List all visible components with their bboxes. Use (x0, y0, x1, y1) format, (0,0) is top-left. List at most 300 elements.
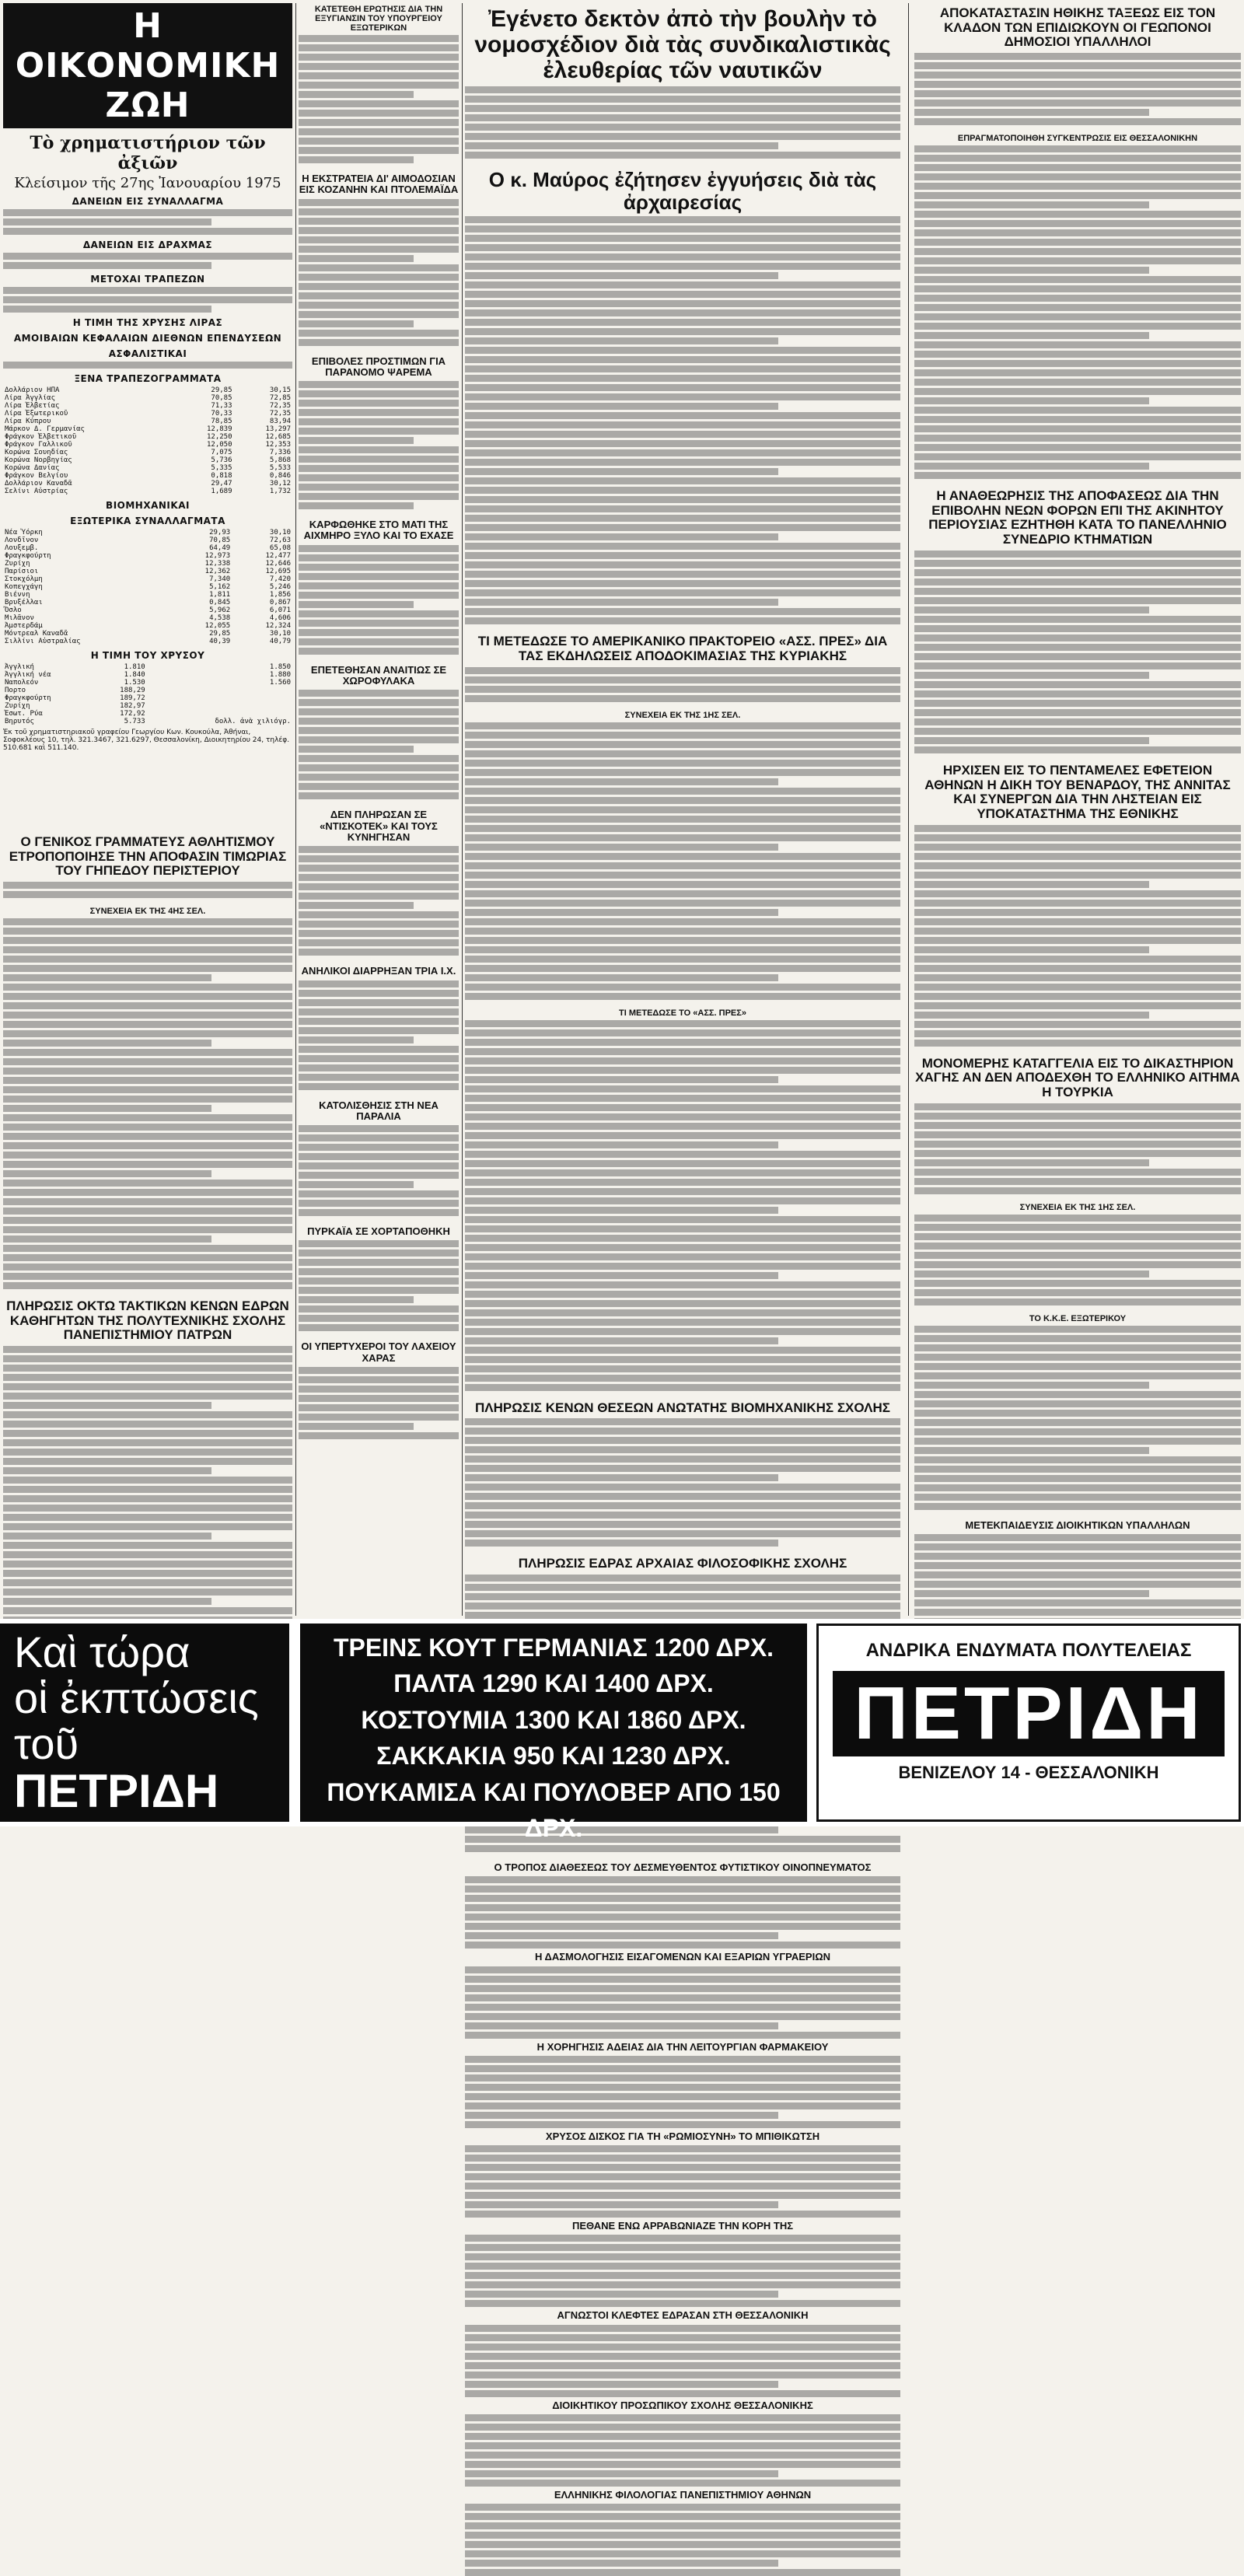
text-line (465, 2145, 900, 2152)
text-line (3, 253, 292, 260)
text-line (914, 1363, 1241, 1370)
text-line (299, 82, 459, 89)
text-line (914, 453, 1241, 460)
text-line (465, 1300, 900, 1307)
text-line (3, 1058, 292, 1065)
text-line (914, 397, 1149, 404)
text-line (465, 1575, 900, 1582)
quote-label: Ναπολεόν (5, 679, 39, 687)
text-line (914, 1012, 1149, 1019)
text-line (914, 737, 1149, 744)
quote-row (3, 710, 292, 718)
text-line (299, 381, 459, 388)
text-line (465, 105, 900, 112)
quote-row (3, 630, 292, 638)
text-line (299, 582, 459, 589)
text-line (3, 1533, 211, 1540)
text-line (3, 262, 211, 269)
text-line (299, 846, 459, 853)
ad-line-2: οἱ ἐκπτώσεις (14, 1672, 259, 1722)
text-line (465, 2480, 900, 2487)
quote-row (3, 606, 292, 614)
text-line (465, 533, 778, 540)
text-line (299, 1144, 459, 1151)
text-line (3, 1170, 211, 1177)
text-line (914, 1543, 1241, 1550)
quote-label: Μάρκον Δ. Γερμανίας (5, 425, 85, 433)
text-line (299, 764, 459, 771)
text-line (3, 1523, 292, 1530)
text-line (465, 1540, 778, 1547)
text-line (914, 946, 1149, 953)
text-line (914, 616, 1241, 623)
text-line (465, 1904, 900, 1911)
quote-value: 0,818 (211, 472, 232, 480)
quote-label: Παρίσιοι (5, 568, 39, 575)
quote-value: 0,867 (269, 599, 291, 606)
quote-value: 5,868 (269, 456, 291, 464)
article-heading: ΕΠΕΤΕΘΗΣΑΝ ΑΝΑΙΤΙΩΣ ΣΕ ΧΩΡΟΦΥΛΑΚΑ (310, 663, 447, 687)
text-line (465, 2569, 900, 2576)
text-line (914, 634, 1241, 641)
text-line (3, 1365, 292, 1372)
text-line (914, 62, 1241, 69)
text-line (465, 384, 900, 391)
text-line (299, 1083, 459, 1090)
quote-value (147, 710, 292, 718)
text-line (914, 416, 1241, 423)
text-line (299, 283, 459, 290)
quote-row (3, 568, 292, 575)
text-line (914, 728, 1241, 735)
quote-row (3, 718, 292, 725)
headline-main: Ἐγένετο δεκτὸν ἀπὸ τὴν βουλὴν τὸ νομοσχέδιον διὰ τὰς συνδικαλιστικὰς ἐλευθερίας τῶν ναυτικῶν (474, 6, 891, 83)
quote-value: 30,15 (269, 386, 291, 394)
text-line (914, 1382, 1149, 1389)
headline: Ο ΓΕΝΙΚΟΣ ΓΡΑΜΜΑΤΕΥΣ ΑΘΛΗΤΙΣΜΟΥ ΕΤΡΟΠΟΠΟΙΗΣΕ ΤΗΝ ΑΠΟΦΑΣΙΝ ΤΙΜΩΡΙΑΣ ΤΟΥ ΓΗΠΕΔΟΥ ΠΕΡΙΣΤΕΡΙΟΥ (9, 834, 287, 879)
text-line (465, 440, 900, 447)
text-line (465, 421, 900, 428)
text-line (465, 1886, 900, 1893)
text-line (3, 1542, 292, 1549)
quote-row (3, 425, 292, 433)
text-line (914, 435, 1241, 442)
text-line (914, 900, 1241, 907)
text-line (299, 1064, 459, 1071)
fx-heading: ΕΞΩΤΕΡΙΚΑ ΣΥΝΑΛΛΑΓΜΑΤΑ (70, 516, 225, 526)
text-line (465, 412, 900, 419)
text-line (299, 484, 459, 491)
text-line (299, 1200, 459, 1207)
text-line (465, 1123, 900, 1130)
spacer (914, 756, 1241, 760)
text-line (914, 1103, 1241, 1110)
text-line (465, 2470, 778, 2477)
quote-label: Ζυρίχη (5, 702, 30, 710)
article-heading: ΠΕΘΑΝΕ ΕΝΩ ΑΡΡΑΒΩΝΙΑΖΕ ΤΗΝ ΚΟΡΗ ΤΗΣ (571, 2220, 794, 2232)
text-line (465, 375, 900, 382)
text-line (914, 974, 1241, 981)
text-line (914, 1233, 1241, 1240)
text-line (914, 90, 1241, 97)
text-line (3, 1561, 292, 1568)
article-heading: ΚΑΡΦΩΘΗΚΕ ΣΤΟ ΜΑΤΙ ΤΗΣ ΑΙΧΜΗΡΟ ΞΥΛΟ ΚΑΙ ΤΟ ΕΧΑΣΕ (303, 519, 454, 542)
quote-value: 172,92 (120, 710, 145, 718)
text-line (465, 281, 900, 288)
text-line (465, 1104, 900, 1111)
quote-row (3, 694, 292, 702)
text-line (465, 1914, 900, 1921)
text-line (914, 937, 1241, 944)
quote-value: 65,08 (269, 544, 291, 552)
text-line (3, 1226, 292, 1233)
text-line (465, 114, 900, 121)
quote-value: 5,736 (211, 456, 232, 464)
quote-row (3, 671, 292, 679)
headline: ΠΛΗΡΩΣΙΣ ΟΚΤΩ ΤΑΚΤΙΚΩΝ ΚΕΝΩΝ ΕΔΡΩΝ ΚΑΘΗΓΗΤΩΝ ΤΗΣ ΠΟΛΥΤΕΧΝΙΚΗΣ ΣΧΟΛΗΣ ΠΑΝΕΠΙΣΤΗΜΙΟΥ ΠΑΤΡΩΝ (6, 1298, 289, 1343)
text-line (465, 2201, 778, 2208)
text-line (299, 746, 414, 753)
text-line (465, 2272, 900, 2279)
text-line (299, 100, 459, 107)
text-line (465, 2452, 900, 2459)
text-line (299, 35, 459, 42)
quote-value: δολλ. ἀνὰ χιλιόγρ. (215, 718, 291, 725)
text-line (465, 806, 900, 813)
text-line (914, 425, 1241, 432)
text-line (299, 1190, 459, 1197)
text-line (465, 1113, 900, 1120)
article-heading: Η ΧΟΡΗΓΗΣΙΣ ΑΔΕΙΑΣ ΔΙΑ ΤΗΝ ΛΕΙΤΟΥΡΓΙΑΝ ΦΑΡΜΑΚΕΙΟΥ (536, 2040, 829, 2053)
article-heading: ΕΠΙΒΟΛΕΣ ΠΡΟΣΤΙΜΩΝ ΓΙΑ ΠΑΡΑΝΟΜΟ ΨΑΡΕΜΑ (311, 355, 446, 378)
ad-line-3a: τοῦ (14, 1718, 79, 1768)
text-line (914, 844, 1241, 851)
text-line (299, 1209, 459, 1216)
text-line (914, 872, 1241, 879)
quote-label: Βρυξέλλαι (5, 599, 43, 606)
quote-value: 30,12 (269, 480, 291, 488)
text-line (465, 1932, 778, 1939)
text-line (914, 1224, 1241, 1231)
quote-value: 188,29 (120, 687, 145, 694)
text-line (465, 732, 900, 739)
quote-value: 29,93 (209, 529, 231, 537)
text-line (299, 638, 459, 645)
text-line (465, 580, 900, 587)
text-line (465, 309, 900, 316)
text-line (3, 306, 211, 313)
quote-row (3, 488, 292, 495)
text-line (914, 700, 1241, 707)
text-line (465, 152, 900, 159)
quote-value: 182,97 (120, 702, 145, 710)
text-line (465, 589, 900, 596)
quote-value: 12,973 (204, 552, 231, 560)
quote-value: 12,338 (204, 560, 231, 568)
text-line (465, 1365, 900, 1372)
spacer (914, 1049, 1241, 1054)
text-line (3, 1421, 292, 1428)
text-line (914, 1503, 1241, 1510)
quote-row (3, 386, 292, 394)
quote-label: Κορώνα Νορβηγίας (5, 456, 72, 464)
text-line (465, 2281, 900, 2288)
kicker: ΤΙ ΜΕΤΕΔΩΣΕ ΤΟ «ΑΣΣ. ΠΡΕΣ» (619, 1008, 746, 1018)
text-line (465, 769, 900, 776)
text-line (465, 2461, 900, 2468)
text-line (914, 369, 1241, 376)
text-line (3, 1449, 292, 1456)
text-line (465, 1942, 900, 1949)
ad-line-1: Καὶ τώρα (14, 1627, 190, 1676)
text-line (465, 2504, 900, 2511)
text-line (299, 708, 459, 715)
text-line (914, 248, 1241, 255)
text-line (914, 100, 1241, 107)
text-line (465, 1493, 900, 1500)
text-line (299, 1162, 459, 1169)
text-line (465, 2013, 900, 2020)
quote-row (3, 638, 292, 645)
text-line (914, 1581, 1241, 1588)
text-line (465, 2353, 900, 2360)
quote-label: Ἀγγλική (5, 663, 34, 671)
ad-offer: ΤΡΕΙΝΣ ΚΟΥΤ ΓΕΡΜΑΝΙΑΣ 1200 ΔΡΧ. (333, 1634, 774, 1662)
text-line (465, 496, 900, 503)
kicker: ΣΥΝΕΧΕΙΑ ΕΚ ΤΗΣ 4ΗΣ ΣΕΛ. (89, 907, 206, 917)
text-line (299, 874, 459, 881)
text-line (465, 2263, 900, 2270)
text-line (299, 1172, 459, 1179)
text-line (465, 1584, 900, 1591)
quote-label: Φραγκφούρτη (5, 694, 51, 702)
text-line (3, 1439, 292, 1446)
text-line (914, 718, 1241, 725)
quote-row (3, 544, 292, 552)
headline: ΜΟΝΟΜΕΡΗΣ ΚΑΤΑΓΓΕΛΙΑ ΕΙΣ ΤΟ ΔΙΚΑΣΤΗΡΙΟΝ ΧΑΓΗΣ ΑΝ ΔΕΝ ΑΠΟΔΕΧΘΗ ΤΟ ΕΛΛΗΝΙΚΟ ΑΙΤΗΜΑ Η ΤΟΥΡΚΙΑ (915, 1055, 1240, 1099)
headline: ΗΡΧΙΣΕΝ ΕΙΣ ΤΟ ΠΕΝΤΑΜΕΛΕΣ ΕΦΕΤΕΙΟΝ ΑΘΗΝΩΝ Η ΔΙΚΗ ΤΟΥ ΒΕΝΑΡΔΟΥ, ΤΗΣ ΑΝΝΙΤΑΣ ΚΑΙ ΣΥΝΕΡΓΩΝ ΔΙΑ ΤΗΝ ΛΗΣΤΕΙΑΝ ΕΙΣ ΥΠΟΚΑΤΑΣΤΗΜΑ ΤΗΣ ΕΘΝΙΚΗΣ (924, 762, 1231, 821)
text-line (914, 360, 1241, 367)
text-line (3, 1273, 292, 1280)
text-line (914, 313, 1241, 320)
text-line (299, 199, 459, 206)
text-line (299, 1432, 459, 1439)
text-line (3, 1505, 292, 1512)
quote-value: 72,35 (269, 402, 291, 410)
text-line (299, 246, 459, 253)
spacer (914, 481, 1241, 486)
text-line (465, 853, 900, 860)
column-market (3, 3, 292, 827)
kicker: ΤΟ Κ.Κ.Ε. ΕΞΩΤΕΡΙΚΟΥ (1029, 1313, 1127, 1323)
ad-line-3b: ΠΕΤΡΙΔΗ (14, 1765, 219, 1818)
text-line (465, 1976, 900, 1983)
spacer (299, 512, 459, 516)
text-line (3, 1189, 292, 1196)
text-line (465, 984, 900, 991)
quote-row (3, 433, 292, 441)
banknotes-heading: ΞΕΝΑ ΤΡΑΠΕΖΟΓΡΑΜΜΑΤΑ (74, 373, 222, 384)
text-line (914, 1122, 1241, 1129)
text-line (465, 1502, 900, 1509)
ad-offers (300, 1624, 807, 1842)
text-line (914, 155, 1241, 162)
article-heading: Η ΕΚΣΤΡΑΤΕΙΑ ΔΙ' ΑΙΜΟΔΟΣΙΑΝ ΕΙΣ ΚΟΖΑΝΗΝ ΚΑΙ ΠΤΟΛΕΜΑΪΔΑ (299, 173, 459, 196)
spacer (465, 1393, 900, 1398)
quote-row (3, 663, 292, 671)
text-line (465, 2253, 900, 2260)
text-line (914, 881, 1149, 888)
text-line (299, 110, 459, 117)
text-line (299, 893, 459, 900)
text-line (3, 1012, 292, 1019)
text-line (465, 431, 900, 438)
text-line (465, 946, 900, 953)
text-line (914, 560, 1241, 567)
quote-row (3, 702, 292, 710)
spacer (465, 1854, 900, 1859)
quote-row (3, 583, 292, 591)
text-line (299, 1240, 459, 1247)
text-line (914, 578, 1241, 585)
headline: Η ΑΝΑΘΕΩΡΗΣΙΣ ΤΗΣ ΑΠΟΦΑΣΕΩΣ ΔΙΑ ΤΗΝ ΕΠΙΒΟΛΗΝ ΝΕΩΝ ΦΟΡΩΝ ΕΠΙ ΤΗΣ ΑΚΙΝΗΤΟΥ ΠΕΡΙΟΥΣΙΑΣ ΕΖΗΤΗΘΗ ΚΑΤΑ ΤΟ ΠΑΝΕΛΛΗΝΙΟ ΣΥΝΕΔΡΙΟ ΚΤΗΜΑΤΙΩΝ (928, 488, 1227, 547)
text-line (3, 1030, 292, 1037)
text-line (465, 937, 900, 944)
text-line (914, 993, 1241, 1000)
text-line (3, 1133, 292, 1140)
text-line (465, 2300, 900, 2307)
text-line (465, 1169, 900, 1176)
text-line (914, 81, 1241, 88)
text-line (914, 825, 1241, 832)
text-line (465, 468, 778, 475)
text-line (3, 1374, 292, 1381)
text-line (299, 949, 459, 956)
text-line (465, 778, 778, 785)
quote-label: Κορώνα Σουηδίας (5, 449, 68, 456)
text-line (465, 459, 900, 466)
text-line (465, 543, 900, 550)
text-line (3, 891, 292, 898)
text-line (299, 91, 414, 98)
text-line (465, 1235, 900, 1242)
text-line (914, 1271, 1149, 1278)
text-line (3, 296, 292, 303)
text-line (299, 138, 459, 145)
text-line (465, 524, 900, 531)
text-line (3, 1570, 292, 1577)
mutual-funds-heading: ΑΜΟΙΒΑΙΩΝ ΚΕΦΑΛΑΙΩΝ ΔΙΕΘΝΩΝ ΕΠΕΝΔΥΣΕΩΝ (13, 333, 282, 344)
headline: ΠΛΗΡΩΣΙΣ ΕΔΡΑΣ ΑΡΧΑΙΑΣ ΦΙΛΟΣΟΦΙΚΗΣ ΣΧΟΛΗΣ (518, 1556, 847, 1571)
text-line (465, 608, 900, 615)
quote-row (3, 464, 292, 472)
quote-label: Φράγκον Ἑλβετικοῦ (5, 433, 77, 441)
column-rule (462, 3, 463, 1616)
text-line (914, 588, 1241, 595)
text-line (465, 1253, 900, 1260)
text-line (465, 667, 900, 674)
text-line (3, 1049, 292, 1056)
text-line (465, 133, 900, 140)
text-line (3, 1551, 292, 1558)
text-line (465, 2032, 900, 2039)
text-line (914, 1150, 1241, 1157)
quote-value: 5.733 (124, 718, 145, 725)
text-line (465, 1876, 900, 1883)
text-line (3, 984, 292, 991)
text-line (914, 1298, 1241, 1305)
text-line (465, 2424, 900, 2431)
text-line (914, 1562, 1241, 1569)
text-line (299, 1268, 459, 1275)
text-line (3, 1495, 292, 1502)
text-line (914, 173, 1241, 180)
kicker: ΣΥΝΕΧΕΙΑ ΕΚ ΤΗΣ 1ΗΣ ΣΕΛ. (1019, 1202, 1136, 1212)
text-line (3, 1124, 292, 1131)
text-line (465, 561, 900, 568)
text-line (3, 1217, 292, 1224)
text-line (914, 463, 1149, 470)
quote-value: 72,35 (269, 410, 291, 418)
text-line (914, 1335, 1241, 1342)
text-line (465, 918, 900, 925)
text-line (465, 760, 900, 767)
kicker: ΣΥΝΕΧΕΙΑ ΕΚ ΤΗΣ 1ΗΣ ΣΕΛ. (624, 710, 741, 720)
text-line (465, 2325, 900, 2332)
quote-row (3, 402, 292, 410)
text-line (465, 2532, 900, 2539)
text-line (465, 124, 900, 131)
text-line (914, 257, 1241, 264)
text-line (465, 862, 900, 869)
text-line (465, 2381, 778, 2388)
text-line (465, 881, 900, 888)
text-line (914, 201, 1149, 208)
text-line (3, 1254, 292, 1261)
quote-label: Ζυρίχη (5, 560, 30, 568)
text-line (3, 974, 211, 981)
quote-value: 1.530 (124, 679, 145, 687)
text-line (299, 446, 459, 453)
quote-value: 29,85 (211, 386, 232, 394)
text-line (3, 1040, 211, 1047)
text-line (465, 788, 900, 795)
quote-value: 7,336 (269, 449, 291, 456)
text-line (465, 1281, 900, 1288)
spacer (299, 348, 459, 353)
text-line (465, 1179, 900, 1186)
gold-heading: Η ΤΙΜΗ ΤΟΥ ΧΡΥΣΟΥ (90, 650, 205, 661)
text-line (465, 1612, 900, 1619)
masthead-date: Κλείσιμον τῆς 27ης Ἰανουαρίου 1975 (14, 175, 281, 191)
text-line (465, 816, 900, 823)
text-line (465, 1437, 900, 1444)
quote-value: 1,732 (269, 488, 291, 495)
text-line (299, 218, 459, 225)
text-line (465, 2192, 900, 2199)
text-line (914, 1021, 1241, 1028)
text-line (914, 267, 1149, 274)
text-line (465, 1160, 900, 1167)
text-line (299, 54, 459, 61)
ad-offer: ΚΟΣΤΟΥΜΙΑ 1300 ΚΑΙ 1860 ΔΡΧ. (361, 1705, 746, 1734)
text-line (3, 1236, 211, 1243)
text-line (299, 1395, 459, 1402)
quote-value: 70,85 (211, 394, 232, 402)
text-line (465, 1095, 900, 1102)
text-line (465, 1375, 900, 1382)
quote-value: 12,477 (265, 552, 291, 560)
